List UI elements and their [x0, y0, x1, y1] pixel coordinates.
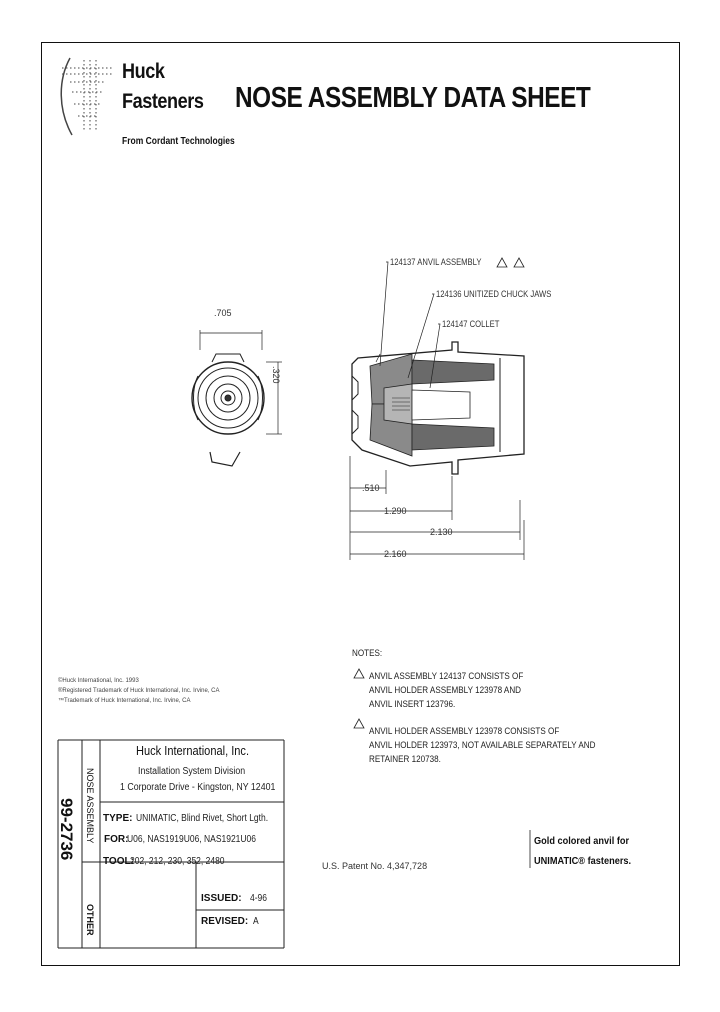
callout-anvil-assembly: 124137 ANVIL ASSEMBLY: [390, 257, 482, 267]
tool-label: TOOL:: [103, 856, 134, 867]
callout-collet: 124147 COLLET: [442, 319, 500, 329]
patent-number: U.S. Patent No. 4,347,728: [322, 861, 428, 871]
dim-2160: 2.160: [384, 549, 407, 559]
trademark-tm: ™Trademark of Huck International, Inc. Irvine, CA: [58, 698, 191, 704]
logo-fasteners: Fasteners: [122, 90, 204, 113]
note2-line1: ANVIL HOLDER ASSEMBLY 123978 CONSISTS OF: [369, 726, 560, 736]
document-number: 99-2736: [57, 798, 76, 861]
page-title: NOSE ASSEMBLY DATA SHEET: [235, 82, 591, 114]
for-label: FOR:: [104, 834, 129, 845]
trademark-registered: ®Registered Trademark of Huck International, Inc. Irvine, CA: [58, 688, 220, 694]
trademark-copyright: ©Huck International, Inc. 1993: [58, 678, 139, 684]
note1-line2: ANVIL HOLDER ASSEMBLY 123978 AND: [369, 685, 522, 695]
note2-line2: ANVIL HOLDER 123973, NOT AVAILABLE SEPARATELY AND: [369, 740, 596, 750]
company-name: Huck International, Inc.: [136, 743, 250, 758]
front-view: [192, 330, 282, 466]
document-other: OTHER: [85, 904, 95, 936]
issued-label: ISSUED:: [201, 893, 242, 904]
side-note-line1: Gold colored anvil for: [534, 836, 630, 847]
dim-front-height: .320: [271, 366, 281, 384]
type-label: TYPE:: [103, 813, 133, 824]
logo-subtitle: From Cordant Technologies: [122, 136, 235, 147]
tool-value: 202, 212, 230, 352, 2480: [130, 856, 225, 867]
note1-line3: ANVIL INSERT 123796.: [369, 699, 456, 709]
for-value: U06, NAS1919U06, NAS1921U06: [127, 834, 257, 845]
company-address: 1 Corporate Drive - Kingston, NY 12401: [120, 782, 276, 793]
issued-value: 4-96: [250, 893, 268, 904]
dim-front-width: .705: [214, 308, 232, 318]
dim-2130: 2.130: [430, 527, 453, 537]
side-note-line2: UNIMATIC® fasteners.: [534, 856, 632, 867]
huck-logo-mark: [61, 58, 112, 135]
company-division: Installation System Division: [138, 766, 246, 777]
note1-line1: ANVIL ASSEMBLY 124137 CONSISTS OF: [369, 671, 524, 681]
note2-line3: RETAINER 120738.: [369, 754, 441, 764]
type-value: UNIMATIC, Blind Rivet, Short Lgth.: [136, 813, 269, 824]
revised-value: A: [253, 916, 259, 927]
dim-510: .510: [362, 483, 380, 493]
dim-1290: 1.290: [384, 506, 407, 516]
document-category: NOSE ASSEMBLY: [85, 768, 95, 844]
callout-chuck-jaws: 124136 UNITIZED CHUCK JAWS: [436, 289, 552, 299]
logo-huck: Huck: [122, 60, 165, 83]
revised-label: REVISED:: [201, 916, 249, 927]
notes-heading: NOTES:: [352, 648, 383, 658]
